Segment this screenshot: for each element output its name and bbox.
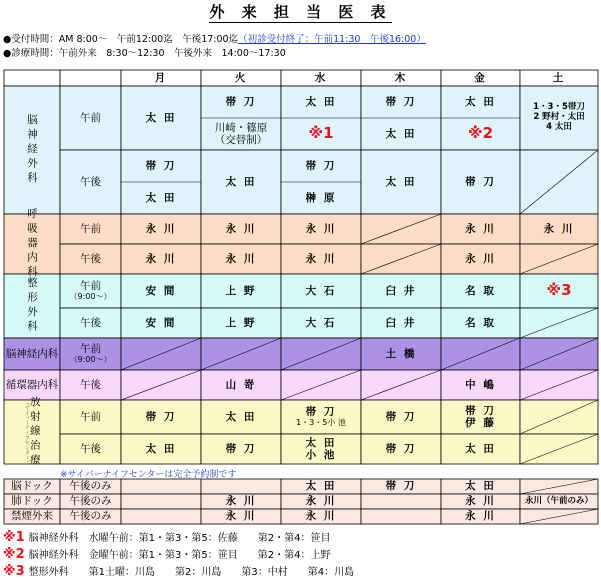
page-title: 外 来 担 当 医 表 <box>209 3 392 21</box>
period-label: 午後のみ <box>69 480 112 493</box>
schedule-cell: 太 田 <box>145 442 177 455</box>
schedule-cell: 永川（午前のみ） <box>524 495 593 506</box>
first-visit-cutoff-note: （初診受付終了：午前11:30 午後16:00） <box>238 34 426 45</box>
dock-label: 禁煙外来 <box>11 510 53 523</box>
footnote-mark: ※2 <box>467 124 494 143</box>
dept-label: 整形外科 <box>26 277 39 335</box>
schedule-cell: 臼 井 <box>385 284 417 297</box>
schedule-cell: 帯 刀 <box>465 175 496 188</box>
schedule-cell: 帯 刀 伊 藤 <box>465 404 496 429</box>
reception-hours: ●受付時間：AM 8:00～ 午前12:00迄 午後17:00迄（初診受付終了：午前11:30 午後16:00） <box>3 34 426 45</box>
schedule-cell: 永 川 <box>225 495 257 508</box>
schedule-cell: 帯 刀 <box>385 95 417 108</box>
schedule-cell: 永 川 <box>225 252 257 265</box>
schedule-cell: 名 取 <box>465 284 496 297</box>
dock-cell-bg <box>121 494 201 509</box>
schedule-cell: 永 川 <box>225 222 257 235</box>
schedule-cell: 永 川 <box>145 252 177 265</box>
period-label: 午後 <box>80 316 101 329</box>
dept-label: 脳神経内科 <box>5 347 59 360</box>
schedule-cell: 1・3・5帯刀 2 野村・太田 4 太田 <box>533 102 585 132</box>
schedule-cell: 太 田 <box>225 175 257 188</box>
footnote-mark: ※3 <box>546 281 572 300</box>
schedule-cell: 太 田 <box>145 191 177 204</box>
day-header: 木 <box>394 71 408 84</box>
dept-label: 呼吸器内科 <box>26 207 39 281</box>
period-label: 午前 （9:00～） <box>69 280 112 302</box>
period-label: 午後 <box>80 442 101 455</box>
schedule-cell: 大 石 <box>305 284 337 297</box>
day-header: 土 <box>552 71 566 84</box>
schedule-cell: 土 橋 <box>385 347 417 360</box>
schedule-cell: 永 川 <box>465 252 496 265</box>
schedule-cell: 帯 刀 <box>145 410 177 423</box>
schedule-cell: 帯 刀 <box>145 159 177 172</box>
schedule-cell: 帯 刀 <box>385 442 417 455</box>
dock-cell-bg <box>201 479 281 494</box>
schedule-cell: 永 川 <box>225 510 257 523</box>
schedule-cell: 太 田 <box>225 410 257 423</box>
day-header: 月 <box>154 71 168 84</box>
schedule-cell: 永 川 <box>465 495 496 508</box>
schedule-cell: 山 嵜 <box>225 378 257 391</box>
schedule-cell: 臼 井 <box>385 316 417 329</box>
day-header: 火 <box>234 71 248 84</box>
schedule-cell: 上 野 <box>225 284 257 297</box>
period-label: 午前 <box>80 111 101 124</box>
period-label: 午後のみ <box>69 495 112 508</box>
schedule-cell: 永 川 <box>305 510 337 523</box>
header-cell <box>4 70 60 86</box>
dept-label: 循環器内科 <box>5 378 59 391</box>
legend-item-2: ※2 脳神経外科 金曜午前：第1・第3・第5：笹目 第2・第4：上野 <box>3 547 331 562</box>
schedule-cell: 太 田 <box>465 442 496 455</box>
period-label: 午後のみ <box>69 510 112 523</box>
schedule-cell: 太 田 小 池 <box>305 436 337 461</box>
schedule-cell: 中 嶋 <box>465 378 496 391</box>
schedule-cell: 帯 刀 <box>305 159 337 172</box>
dock-label: 脳ドック <box>11 480 53 493</box>
schedule-cell: 安 間 <box>145 284 177 297</box>
dock-cell-bg <box>361 494 441 509</box>
schedule-cell: 太 田 <box>385 175 417 188</box>
schedule-cell: 帯 刀 <box>225 95 257 108</box>
schedule-cell: 川崎・篠原 （交替制） <box>214 121 268 146</box>
dock-cell-bg <box>361 509 441 524</box>
legend-item-1: ※1 脳神経外科 水曜午前：第1・第3・第5：佐藤 第2・第4：笹目 <box>3 530 331 545</box>
dock-label: 肺ドック <box>11 495 53 508</box>
schedule-cell: 帯 刀 <box>385 410 417 423</box>
consultation-hours: ●診療時間：午前外来 8:30～12:30 午後外来 14:00～17:30 <box>3 48 286 59</box>
schedule-cell: 太 田 <box>465 95 496 108</box>
day-header: 水 <box>314 71 328 84</box>
cyberknife-note: ※サイバーナイフセンターは完全予約制です <box>60 470 237 480</box>
schedule-cell: 永 川 <box>543 222 575 235</box>
period-label: 午後 <box>80 252 101 265</box>
period-label: 午後 <box>80 175 101 188</box>
schedule-cell: 帯 刀 1・3・5小 池 <box>296 406 346 428</box>
schedule-cell: 永 川 <box>145 222 177 235</box>
schedule-cell: 永 川 <box>305 222 337 235</box>
schedule-cell: 永 川 <box>305 252 337 265</box>
schedule-cell: 帯 刀 <box>385 480 417 493</box>
schedule-cell: 永 川 <box>465 510 496 523</box>
header-cell <box>60 70 121 86</box>
footnote-mark: ※1 <box>308 124 334 143</box>
schedule-cell: 名 取 <box>465 316 496 329</box>
dock-cell-bg <box>121 509 201 524</box>
dock-cell-bg <box>121 479 201 494</box>
schedule-cell: 安 間 <box>145 316 177 329</box>
day-header: 金 <box>474 71 487 84</box>
schedule-cell: 帯 刀 <box>225 442 257 455</box>
period-label: 午前 <box>80 222 101 235</box>
schedule-cell: 太 田 <box>465 480 496 493</box>
schedule-cell: 永 川 <box>465 222 496 235</box>
schedule-cell: 太 田 <box>385 127 417 140</box>
period-label: 午後 <box>80 378 101 391</box>
dept-label: 脳神経外科 <box>26 113 39 187</box>
schedule-cell: 上 野 <box>225 316 257 329</box>
schedule-cell: 太 田 <box>305 480 337 493</box>
schedule-cell: 太 田 <box>305 95 337 108</box>
schedule-cell: 永 川 <box>305 495 337 508</box>
period-label: 午前 <box>80 410 101 423</box>
schedule-cell: 榊 原 <box>305 191 337 204</box>
dept-label: 放射線治療 （サイバーナイフセンター） <box>23 395 41 469</box>
period-label: 午前 （9:00～） <box>69 343 112 365</box>
legend-item-3: ※3 整形外科 第1土曜：川島 第2：川島 第3：中村 第4：川島 <box>3 564 355 579</box>
schedule-cell: 大 石 <box>305 316 337 329</box>
schedule-cell: 太 田 <box>145 111 177 124</box>
